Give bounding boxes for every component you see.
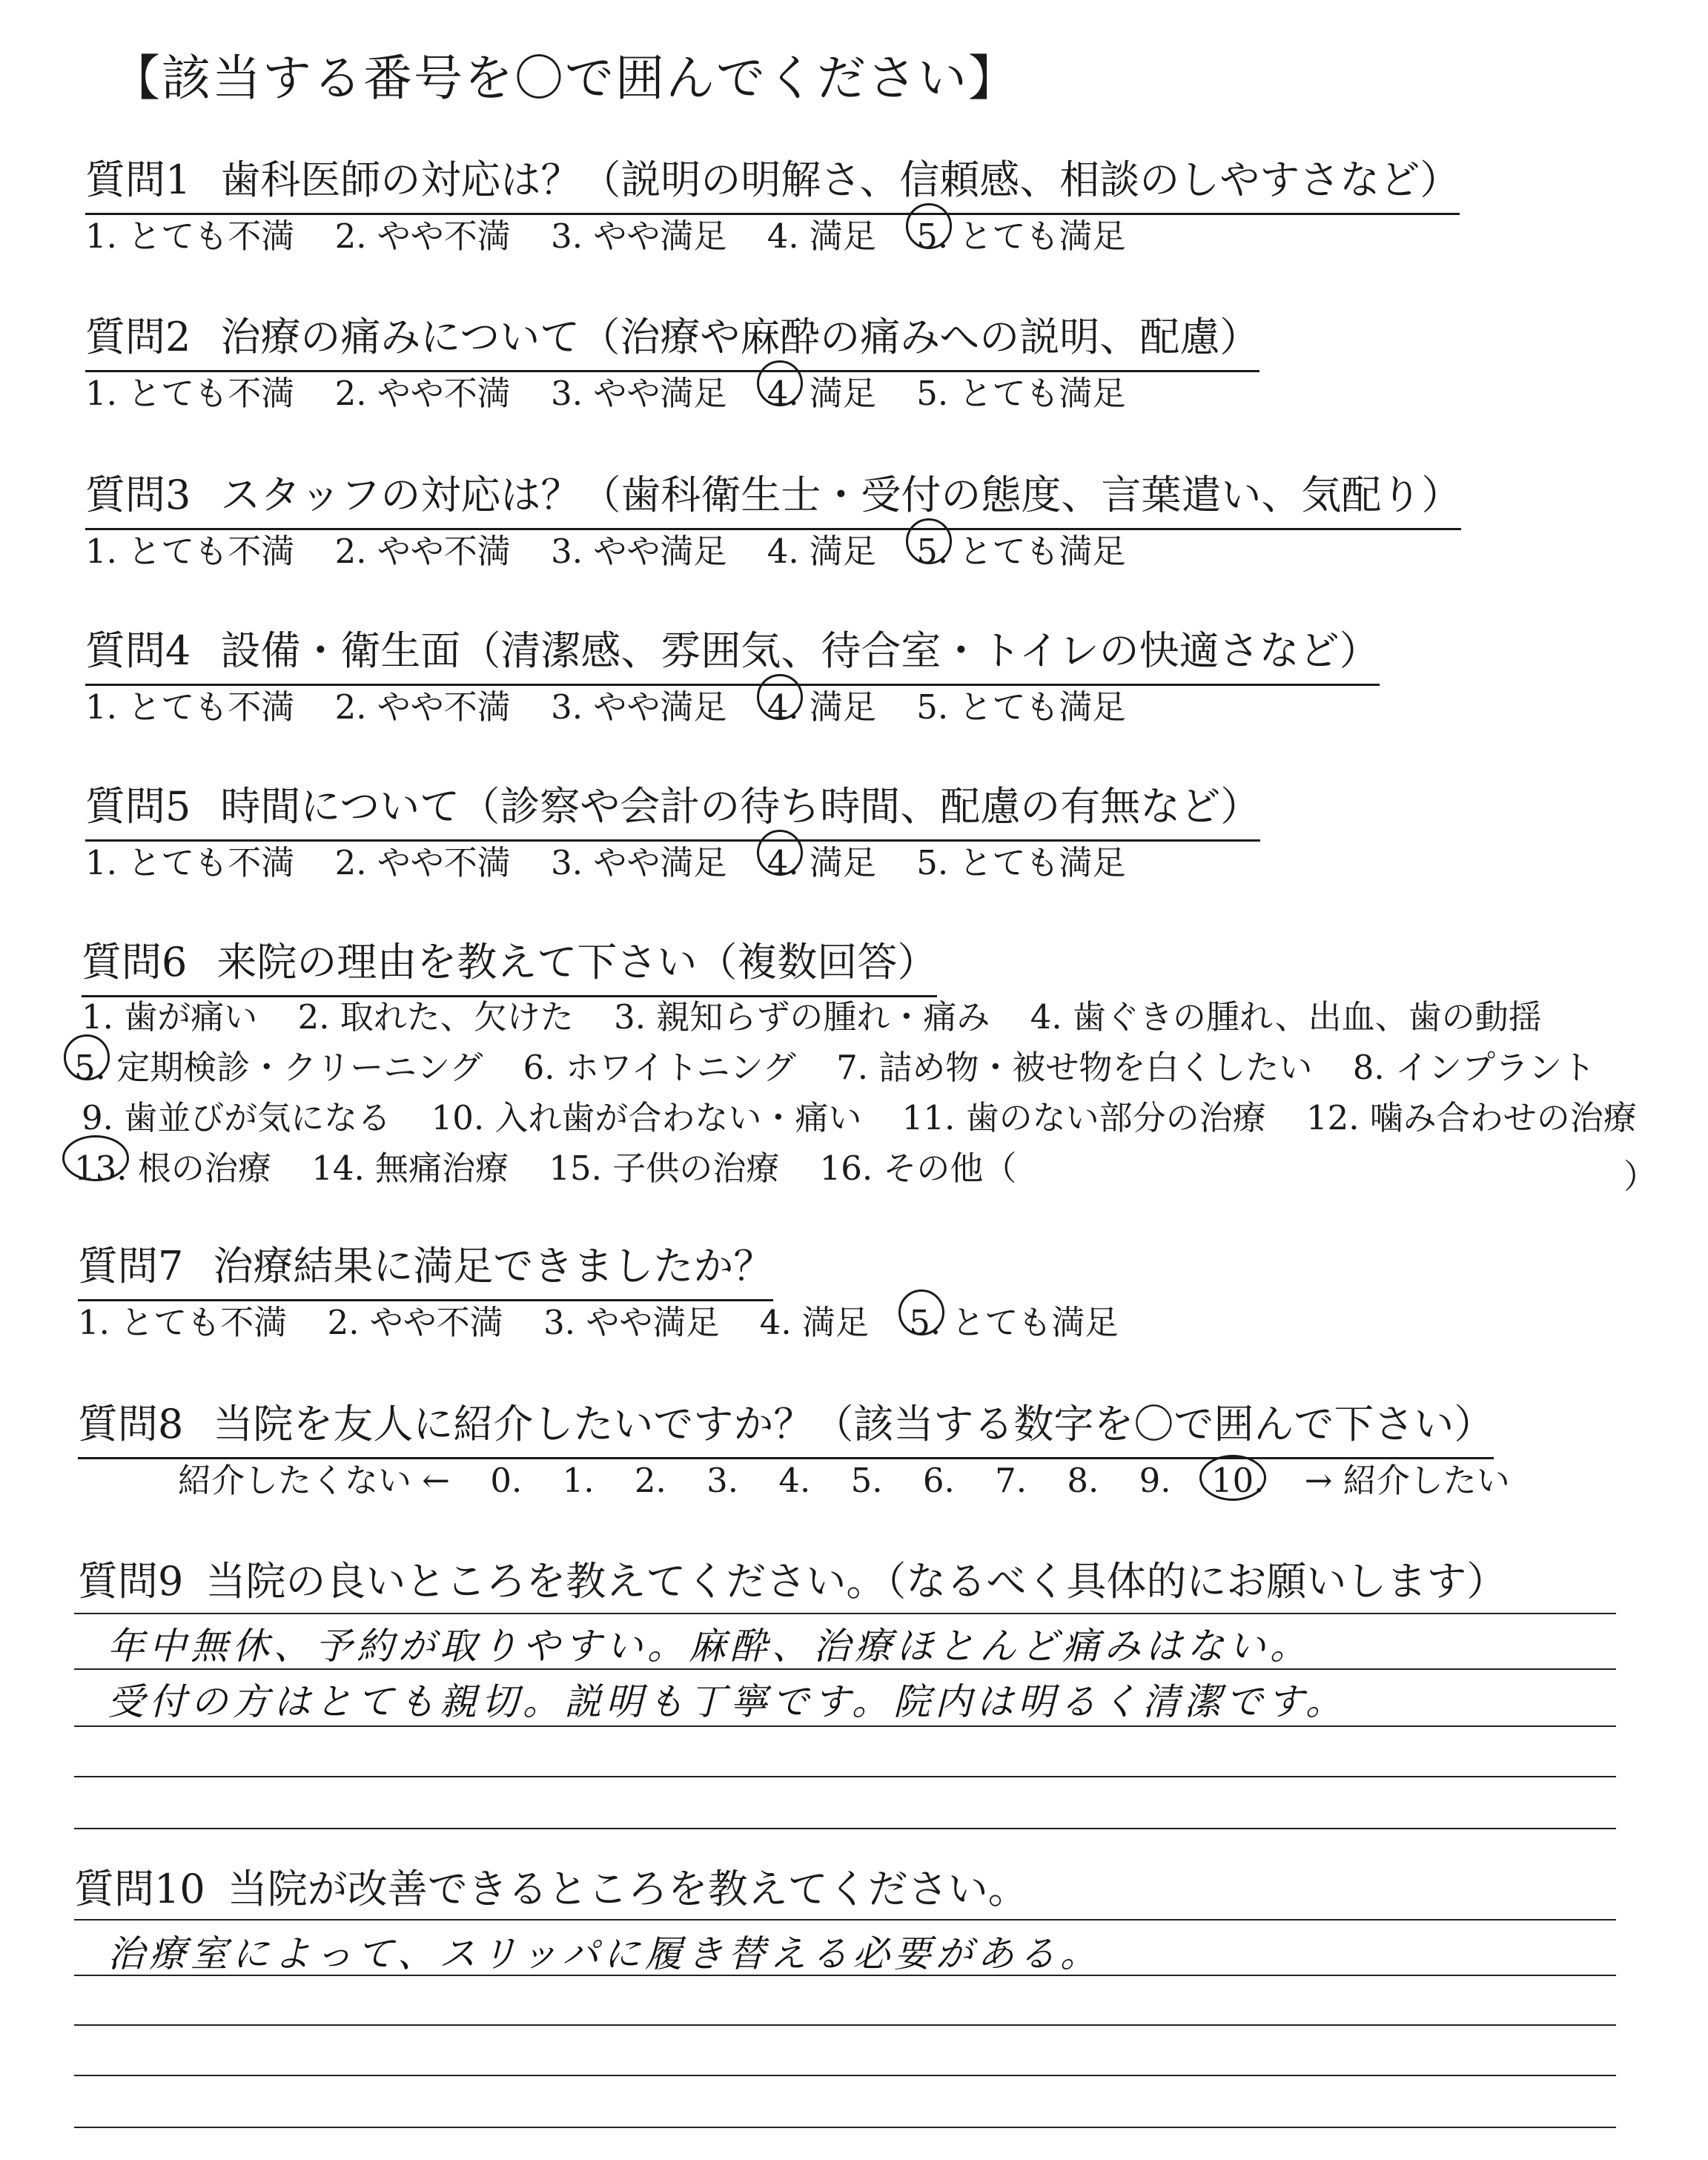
question-10-heading bbox=[74, 1857, 1028, 1915]
question-3-heading bbox=[85, 463, 1461, 530]
reason-option-14[interactable]: 14. 無痛治療 bbox=[311, 1149, 509, 1188]
question-label: 質問10 bbox=[74, 1866, 205, 1912]
question-label: 質問5 bbox=[85, 783, 191, 830]
question-text: 治療結果に満足できましたか？ bbox=[213, 1243, 774, 1289]
answer-line bbox=[74, 2127, 1616, 2128]
option-5-selected[interactable]: 5. とても満足 bbox=[909, 1295, 1118, 1344]
answer-line bbox=[74, 1725, 1616, 1727]
rating-options bbox=[85, 209, 1156, 257]
option-5[interactable]: 5. とても満足 bbox=[916, 843, 1126, 882]
rating-options bbox=[85, 836, 1156, 884]
question-label: 質問4 bbox=[85, 627, 191, 674]
question-text: 当院が改善できるところを教えてください。 bbox=[227, 1866, 1028, 1912]
reason-option-9[interactable]: 9. 歯並びが気になる bbox=[82, 1098, 391, 1137]
option-1[interactable]: 1. とても不満 bbox=[78, 1303, 288, 1342]
option-4[interactable]: 4. 満足 bbox=[759, 1303, 869, 1342]
option-2[interactable]: 2. やや不満 bbox=[334, 374, 511, 413]
question-6-heading bbox=[82, 931, 937, 997]
reason-option-15[interactable]: 15. 子供の治療 bbox=[549, 1149, 780, 1188]
option-3[interactable]: 3. やや満足 bbox=[551, 687, 727, 727]
answer-line bbox=[74, 1668, 1616, 1670]
option-2[interactable]: 2. やや不満 bbox=[334, 532, 511, 571]
q9-handwritten-answer-1[interactable]: 年中無休、予約が取りやすい。麻酔、治療ほとんど痛みはない。 bbox=[107, 1625, 1311, 1668]
reason-options-row-4 bbox=[74, 1141, 1046, 1189]
question-label: 質問3 bbox=[85, 472, 191, 518]
reason-option-10[interactable]: 10. 入れ歯が合わない・痛い bbox=[431, 1098, 862, 1137]
reason-option-13-selected[interactable]: 13. 根の治療 bbox=[74, 1141, 271, 1189]
option-3[interactable]: 3. やや満足 bbox=[551, 532, 727, 571]
reason-option-16-other[interactable]: 16. その他（ bbox=[819, 1149, 1017, 1188]
scale-6[interactable]: 6. bbox=[922, 1461, 955, 1500]
option-3[interactable]: 3. やや満足 bbox=[551, 374, 727, 413]
question-7-heading bbox=[78, 1235, 773, 1301]
option-1[interactable]: 1. とても不満 bbox=[85, 374, 295, 413]
scale-9[interactable]: 9. bbox=[1139, 1461, 1171, 1500]
rating-options bbox=[85, 524, 1156, 572]
scale-1[interactable]: 1. bbox=[562, 1461, 595, 1500]
option-4[interactable]: 4. 満足 bbox=[767, 532, 876, 571]
option-2[interactable]: 2. やや不満 bbox=[334, 687, 511, 727]
rating-options bbox=[85, 366, 1156, 415]
question-label: 質問9 bbox=[78, 1558, 184, 1605]
question-text: スタッフの対応は？（歯科衛生士・受付の態度、言葉遣い、気配り） bbox=[220, 472, 1462, 518]
answer-line bbox=[74, 1975, 1616, 1976]
option-5[interactable]: 5. とても満足 bbox=[916, 687, 1126, 727]
other-close-paren: ） bbox=[1623, 1157, 1658, 1196]
answer-line bbox=[74, 1613, 1616, 1614]
question-1-heading bbox=[85, 148, 1460, 215]
question-text: 時間について（診察や会計の待ち時間、配慮の有無など） bbox=[220, 783, 1261, 830]
question-text: 治療の痛みについて（治療や麻酔の痛みへの説明、配慮） bbox=[220, 314, 1260, 360]
scale-right-label: → 紹介したい bbox=[1304, 1461, 1510, 1500]
answer-line bbox=[74, 2024, 1616, 2026]
option-4[interactable]: 4. 満足 bbox=[767, 217, 876, 256]
reason-options-row-2 bbox=[74, 1040, 1625, 1089]
option-1[interactable]: 1. とても不満 bbox=[85, 843, 295, 882]
option-3[interactable]: 3. やや満足 bbox=[551, 217, 727, 256]
option-3[interactable]: 3. やや満足 bbox=[543, 1303, 720, 1342]
scale-4[interactable]: 4. bbox=[778, 1461, 811, 1500]
scale-7[interactable]: 7. bbox=[995, 1461, 1027, 1500]
question-label: 質問8 bbox=[78, 1401, 184, 1447]
answer-line bbox=[74, 1776, 1616, 1777]
question-text: 歯科医師の対応は？（説明の明解さ、信頼感、相談のしやすさなど） bbox=[220, 156, 1460, 203]
answer-line bbox=[74, 1828, 1616, 1829]
reason-option-11[interactable]: 11. 歯のない部分の治療 bbox=[901, 1098, 1266, 1137]
option-2[interactable]: 2. やや不満 bbox=[334, 843, 511, 882]
question-text: 当院の良いところを教えてください。（なるべく具体的にお願いします） bbox=[205, 1558, 1507, 1605]
reason-option-2[interactable]: 2. 取れた、欠けた bbox=[297, 997, 574, 1037]
option-5-selected[interactable]: 5. とても満足 bbox=[916, 209, 1125, 257]
option-1[interactable]: 1. とても不満 bbox=[85, 687, 295, 727]
option-4-selected[interactable]: 4. 満足 bbox=[767, 680, 876, 728]
question-text: 来院の理由を教えて下さい（複数回答） bbox=[216, 939, 938, 985]
question-text: 当院を友人に紹介したいですか？（該当する数字を〇で囲んで下さい） bbox=[213, 1401, 1494, 1447]
scale-8[interactable]: 8. bbox=[1067, 1461, 1099, 1500]
option-5[interactable]: 5. とても満足 bbox=[916, 374, 1126, 413]
option-4-selected[interactable]: 4. 満足 bbox=[767, 836, 876, 884]
option-2[interactable]: 2. やや不満 bbox=[334, 217, 511, 256]
question-label: 質問6 bbox=[82, 939, 188, 985]
scale-3[interactable]: 3. bbox=[706, 1461, 739, 1500]
rating-options bbox=[85, 680, 1156, 728]
page-title: 【該当する番号を〇で囲んでください】 bbox=[111, 50, 1019, 107]
question-label: 質問7 bbox=[78, 1243, 184, 1289]
reason-options-row-3 bbox=[82, 1091, 1666, 1139]
reason-option-4[interactable]: 4. 歯ぐきの腫れ、出血、歯の動揺 bbox=[1030, 997, 1542, 1037]
reason-option-6[interactable]: 6. ホワイトニング bbox=[523, 1048, 796, 1087]
scale-5[interactable]: 5. bbox=[850, 1461, 883, 1500]
option-3[interactable]: 3. やや満足 bbox=[551, 843, 727, 882]
question-label: 質問2 bbox=[85, 314, 191, 360]
scale-left-label: 紹介したくない ← bbox=[178, 1461, 451, 1500]
answer-line bbox=[74, 1919, 1616, 1920]
scale-2[interactable]: 2. bbox=[634, 1461, 666, 1500]
q10-handwritten-answer-1[interactable]: 治療室によって、スリッパに履き替える必要がある。 bbox=[107, 1932, 1102, 1975]
scale-10-selected[interactable]: 10. bbox=[1211, 1461, 1265, 1500]
option-5-selected[interactable]: 5. とても満足 bbox=[916, 524, 1125, 572]
reason-option-1[interactable]: 1. 歯が痛い bbox=[82, 997, 258, 1037]
question-4-heading bbox=[85, 619, 1380, 686]
question-5-heading bbox=[85, 775, 1260, 842]
reason-option-8[interactable]: 8. インプラント bbox=[1352, 1048, 1595, 1087]
question-9-heading bbox=[78, 1550, 1506, 1607]
question-label: 質問1 bbox=[85, 156, 191, 203]
recommend-scale bbox=[178, 1453, 1540, 1502]
rating-options bbox=[78, 1295, 1148, 1344]
q9-handwritten-answer-2[interactable]: 受付の方はとても親切。説明も丁寧です。院内は明るく清潔です。 bbox=[107, 1680, 1347, 1723]
option-2[interactable]: 2. やや不満 bbox=[327, 1303, 503, 1342]
question-8-heading bbox=[78, 1393, 1494, 1459]
scale-0[interactable]: 0. bbox=[490, 1461, 523, 1500]
answer-line bbox=[74, 2075, 1616, 2076]
reason-option-3[interactable]: 3. 親知らずの腫れ・痛み bbox=[614, 997, 990, 1037]
question-text: 設備・衛生面（清潔感、雰囲気、待合室・トイレの快適さなど） bbox=[220, 627, 1380, 674]
reason-options-row-1 bbox=[82, 990, 1572, 1038]
reason-option-12[interactable]: 12. 噛み合わせの治療 bbox=[1305, 1098, 1637, 1137]
option-4-selected[interactable]: 4. 満足 bbox=[767, 366, 876, 415]
question-2-heading bbox=[85, 305, 1260, 372]
option-1[interactable]: 1. とても不満 bbox=[85, 532, 295, 571]
option-1[interactable]: 1. とても不満 bbox=[85, 217, 295, 256]
reason-option-5-selected[interactable]: 5. 定期検診・クリーニング bbox=[74, 1040, 483, 1089]
reason-option-7[interactable]: 7. 詰め物・被せ物を白くしたい bbox=[836, 1048, 1313, 1087]
